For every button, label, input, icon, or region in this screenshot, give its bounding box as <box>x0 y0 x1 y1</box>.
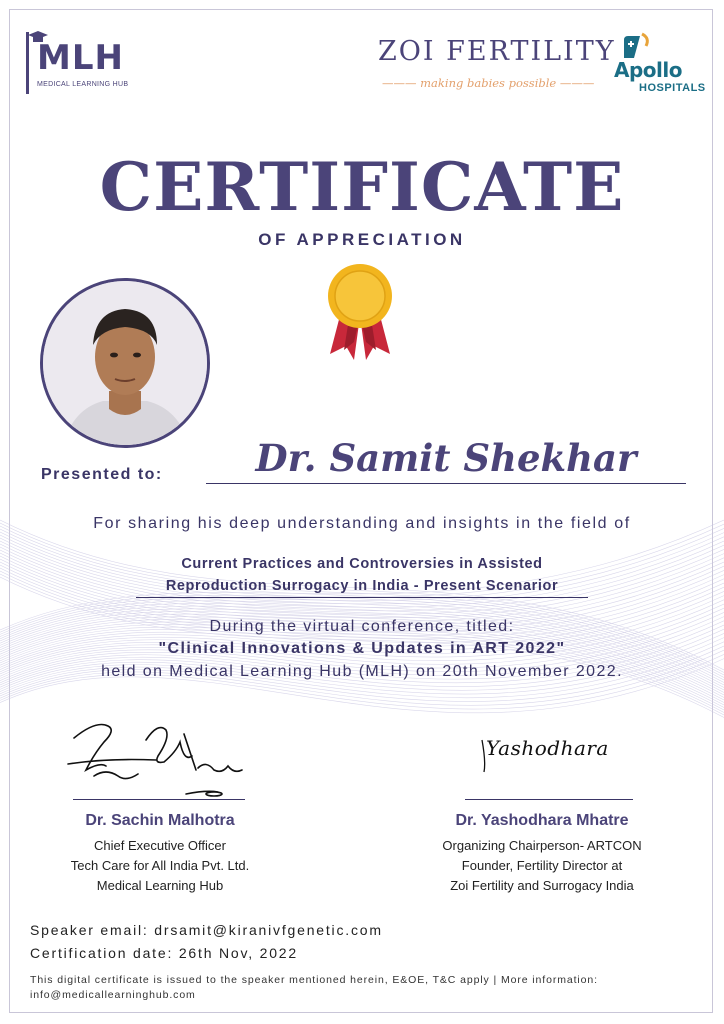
mlh-logo-subtext: MEDICAL LEARNING HUB <box>37 81 129 88</box>
signatory-2-role: Organizing Chairperson- ARTCON <box>442 838 642 853</box>
signature-line-1 <box>73 799 245 800</box>
signatory-1-company: Tech Care for All India Pvt. Ltd. <box>70 858 250 873</box>
certification-date: Certification date: 26th Nov, 2022 <box>30 945 298 961</box>
held-text: held on Medical Learning Hub (MLH) on 20th November 2022. <box>101 663 623 680</box>
topic-line-2: Reproduction Surrogacy in India - Present Scenarior <box>165 578 559 594</box>
signatory-1-role: Chief Executive Officer <box>94 838 226 853</box>
certificate-title: CERTIFICATE <box>99 148 625 226</box>
signature-2-text: Yashodhara <box>486 736 609 760</box>
medal-icon <box>320 262 400 362</box>
conference-title: "Clinical Innovations & Updates in ART 2022" <box>158 640 566 657</box>
signatory-1-org: Medical Learning Hub <box>96 878 224 893</box>
mlh-logo-text: MLH <box>37 38 124 78</box>
speaker-email: Speaker email: drsamit@kiranivfgenetic.com <box>30 922 383 938</box>
topic-underline <box>136 597 588 598</box>
signature-image-2 <box>476 732 626 776</box>
apollo-name: Apollo <box>614 58 682 82</box>
zoi-fertility-logo: ZOI FERTILITY <box>378 36 616 67</box>
recipient-underline <box>206 483 686 484</box>
mlh-logo <box>26 32 144 94</box>
signatory-2-org: Zoi Fertility and Surrogacy India <box>450 878 634 893</box>
signatory-2-title: Founder, Fertility Director at <box>461 858 623 873</box>
speaker-photo <box>40 278 210 448</box>
signature-line-2 <box>465 799 633 800</box>
speaker-portrait <box>43 281 207 445</box>
zoi-tagline-text: making babies possible <box>420 76 557 90</box>
signatory-1-name: Dr. Sachin Malhotra <box>85 812 235 829</box>
apollo-hospitals-logo <box>612 32 708 98</box>
apollo-subtext: HOSPITALS <box>639 82 706 94</box>
during-text: During the virtual conference, titled: <box>209 618 515 635</box>
recipient-name: Dr. Samit Shekhar <box>255 436 637 480</box>
sharing-text: For sharing his deep understanding and insights in the field of <box>93 515 631 532</box>
signatory-2-name: Dr. Yashodhara Mhatre <box>455 812 629 829</box>
certificate-subtitle: OF APPRECIATION <box>258 230 466 249</box>
presented-to-label: Presented to: <box>41 466 163 483</box>
disclaimer-text: This digital certificate is issued to the speaker mentioned herein, E&OE, T&C apply | More information: info@medicallearninghub.com <box>30 974 598 1001</box>
zoi-tagline: ——— making babies possible ——— <box>382 76 595 90</box>
topic-line-1: Current Practices and Controversies in Assisted <box>181 556 543 572</box>
signature-image-1 <box>66 712 250 800</box>
